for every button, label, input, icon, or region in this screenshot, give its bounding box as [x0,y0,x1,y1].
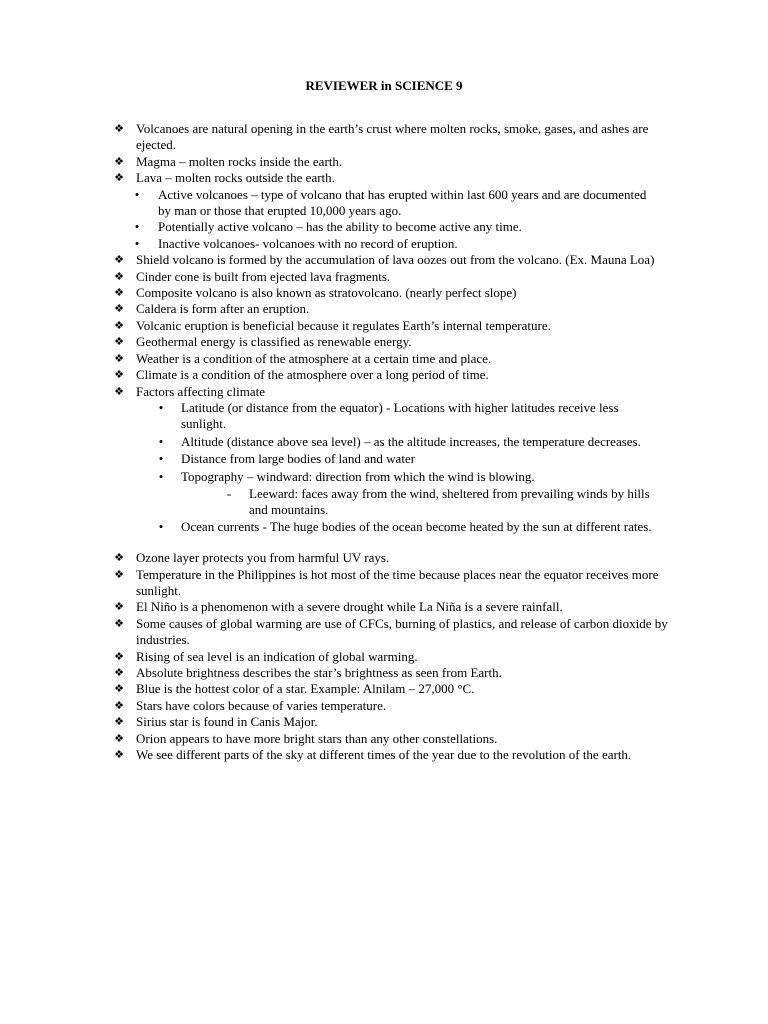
volcano-definitions-list [0,121,768,187]
list-item-text: El Niño is a phenomenon with a severe drought while La Niña is a severe rainfall. [136,599,563,615]
diamond-bullet-icon: ❖ [114,123,124,135]
diamond-bullet-icon: ❖ [114,319,124,332]
diamond-bullet-icon: ❖ [114,303,124,316]
list-item [0,616,672,649]
list-item-text: Distance from large bodies of land and water [181,451,416,467]
dot-bullet-icon: • [158,399,164,415]
list-item-text: Climate is a condition of the atmosphere over a long period of time. [136,367,489,383]
list-item [0,121,672,154]
diamond-bullet-icon: ❖ [114,617,124,630]
list-item [0,567,672,600]
diamond-bullet-icon: ❖ [114,699,124,712]
list-item-text: Stars have colors because of varies temperature. [136,697,387,713]
list-item-text: Magma – molten rocks inside the earth. [136,153,343,169]
list-item [0,187,660,220]
list-item-text: Potentially active volcano – has the ability to become active any time. [158,219,522,235]
list-item-text: Volcanoes are natural opening in the earth’s crust where molten rocks, smoke, gases, and ashes are ejected. [136,121,649,153]
dot-bullet-icon: • [158,451,164,467]
diamond-bullet-icon: ❖ [114,716,124,729]
list-item-text: Leeward: faces away from the wind, sheltered from prevailing winds by hills and mountains. [249,485,650,518]
diamond-bullet-icon: ❖ [114,601,124,614]
diamond-bullet-icon: ❖ [114,352,124,365]
list-item [0,318,672,334]
list-item-text: Temperature in the Philippines is hot most of the time because places near the equator receives more sunlight. [136,566,659,598]
list-item [0,747,672,763]
diamond-bullet-icon: ❖ [114,552,124,565]
dot-bullet-icon: • [134,186,140,202]
list-item [0,698,672,714]
list-item-text: Sirius star is found in Canis Major. [136,714,318,730]
list-item [0,301,672,317]
list-item [0,665,672,681]
list-item [0,731,672,747]
section-gap [0,535,768,550]
diamond-bullet-icon: ❖ [114,336,124,349]
list-item-text: Lava – molten rocks outside the earth. [136,170,335,186]
reviewer-content [0,121,768,763]
list-item-text: Rising of sea level is an indication of global warming. [136,648,418,664]
list-item [0,469,665,485]
list-item [0,269,672,285]
list-item-text: Composite volcano is also known as stratovolcano. (nearly perfect slope) [136,285,517,301]
list-item [0,599,672,615]
list-item-text: Cinder cone is built from ejected lava fragments. [136,268,391,284]
list-item [0,649,672,665]
list-item-leeward [0,486,669,519]
diamond-bullet-icon: ❖ [114,385,124,398]
list-item [0,550,672,566]
list-item [0,351,672,367]
list-item [0,451,665,467]
list-item [0,334,672,350]
diamond-bullet-icon: ❖ [114,568,124,581]
list-item [0,154,672,170]
diamond-bullet-icon: ❖ [114,732,124,745]
list-item-text: Ocean currents - The huge bodies of the ocean become heated by the sun at different rates. [181,518,652,534]
list-item-text: Absolute brightness describes the star’s brightness as seen from Earth. [136,665,502,680]
list-item [0,400,665,433]
list-item-text: We see different parts of the sky at different times of the year due to the revolution of the earth. [136,747,632,763]
dash-bullet-icon: - [226,485,232,501]
list-item [0,367,672,383]
list-item [0,714,672,730]
list-item-text: Topography – windward: direction from which the wind is blowing. [181,468,535,484]
list-item-text: Latitude (or distance from the equator) - Locations with higher latitudes receive less sunlight. [181,399,619,432]
list-item [0,434,665,450]
diamond-bullet-icon: ❖ [114,287,124,300]
list-item-text: Orion appears to have more bright stars than any other constellations. [136,730,498,746]
list-item [0,681,672,697]
list-item-text: Active volcanoes – type of volcano that has erupted within last 600 years and are documented by man or those that erupted 10,000 years ago. [158,186,647,219]
diamond-bullet-icon: ❖ [114,650,124,663]
dot-bullet-icon: • [158,468,164,484]
climate-factors-list [0,400,768,485]
volcano-and-climate-list [0,252,768,400]
diamond-bullet-icon: ❖ [114,667,124,679]
list-item-text: Weather is a condition of the atmosphere at a certain time and place. [136,350,492,366]
list-item-ocean-currents [0,519,666,535]
list-item [0,236,660,252]
list-item-text: Caldera is form after an eruption. [136,301,310,317]
list-item-text: Altitude (distance above sea level) – as the altitude increases, the temperature decreases. [181,433,641,449]
atmosphere-and-stars-list [0,550,768,763]
diamond-bullet-icon: ❖ [114,683,124,696]
dot-bullet-icon: • [158,518,164,534]
dot-bullet-icon: • [134,219,140,235]
diamond-bullet-icon: ❖ [114,155,124,168]
volcano-types-list [0,187,768,253]
diamond-bullet-icon: ❖ [114,270,124,283]
list-item [0,170,672,186]
list-item-text: Some causes of global warming are use of CFCs, burning of plastics, and release of carbon dioxide by industries. [136,615,668,648]
list-item [0,285,672,301]
list-item-text: Blue is the hottest color of a star. Example: Alnilam – 27,000 °C. [136,681,475,697]
diamond-bullet-icon: ❖ [114,172,124,185]
document-title: REVIEWER in SCIENCE 9 [305,78,463,93]
list-item-text: Geothermal energy is classified as renewable energy. [136,334,412,350]
list-item-text: Inactive volcanoes- volcanoes with no record of eruption. [158,235,458,251]
list-item-text: Factors affecting climate [136,383,265,399]
list-item-text: Ozone layer protects you from harmful UV rays. [136,550,390,566]
list-item-text: Volcanic eruption is beneficial because it regulates Earth’s internal temperature. [136,317,551,333]
list-item [0,252,672,268]
diamond-bullet-icon: ❖ [114,369,124,382]
diamond-bullet-icon: ❖ [114,254,124,267]
list-item [0,384,672,400]
list-item-text: Shield volcano is formed by the accumulation of lava oozes out from the volcano. (Ex. Mauna Loa) [136,252,655,268]
list-item [0,219,660,235]
dot-bullet-icon: • [134,235,140,251]
diamond-bullet-icon: ❖ [114,749,124,762]
dot-bullet-icon: • [158,433,164,449]
